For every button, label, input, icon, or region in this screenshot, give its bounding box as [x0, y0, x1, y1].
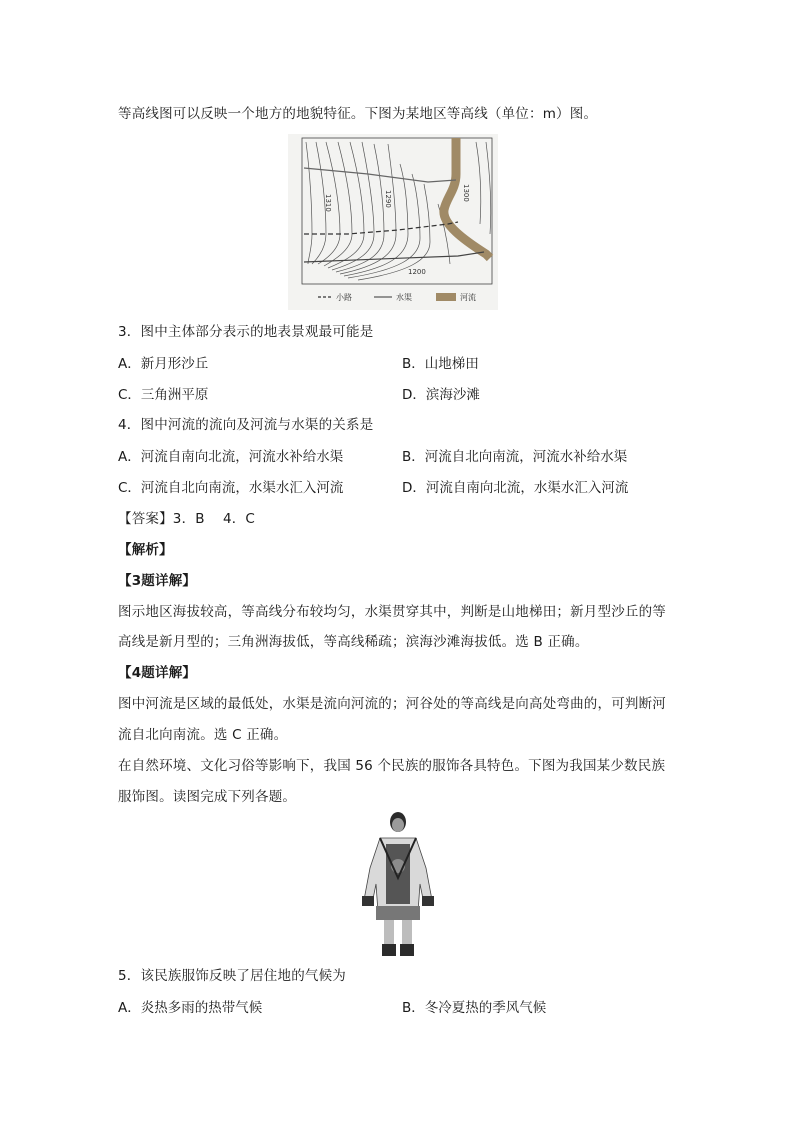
figure-right-boot: [400, 944, 414, 956]
answer-line: 【答案】3．B 4．C: [118, 511, 256, 527]
ethnic-costume-image: [356, 808, 440, 960]
q4-option-d: D．河流自南向北流，水渠水汇入河流: [402, 480, 629, 496]
legend-river-label: 河流: [460, 293, 476, 302]
contour-label-1290: 1290: [384, 190, 392, 208]
contour-label-1300: 1300: [462, 184, 470, 202]
intro-text: 等高线图可以反映一个地方的地貌特征。下图为某地区等高线（单位：m）图。: [118, 106, 598, 122]
q3-option-a: A．新月形沙丘: [118, 356, 209, 372]
q4-option-b: B．河流自北向南流，河流水补给水渠: [402, 449, 628, 465]
contour-label-1200: 1200: [408, 268, 426, 276]
figure-left-leg: [384, 920, 394, 948]
contour-label-1310: 1310: [324, 194, 332, 212]
analysis-label: 【解析】: [118, 542, 173, 558]
q5-stem: 5．该民族服饰反映了居住地的气候为: [118, 968, 346, 984]
figure-hem: [376, 906, 420, 920]
q4-detail-line-2: 流自北向南流。选 C 正确。: [118, 727, 288, 743]
q4-stem: 4．图中河流的流向及河流与水渠的关系是: [118, 417, 374, 433]
q3-option-d: D．滨海沙滩: [402, 387, 480, 403]
figure-right-leg: [402, 920, 412, 948]
figure-face: [392, 818, 404, 832]
figure-embroidery: [386, 844, 410, 904]
contour-map: [288, 134, 498, 310]
section-intro-line-1: 在自然环境、文化习俗等影响下，我国 56 个民族的服饰各具特色。下图为我国某少数民族: [118, 758, 666, 774]
section-intro-line-2: 服饰图。读图完成下列各题。: [118, 789, 297, 805]
q3-option-b: B．山地梯田: [402, 356, 479, 372]
q5-option-a: A．炎热多雨的热带气候: [118, 1000, 263, 1016]
figure-left-boot: [382, 944, 396, 956]
q3-stem: 3．图中主体部分表示的地表景观最可能是: [118, 324, 374, 340]
legend-canal-label: 水渠: [396, 293, 412, 302]
legend-river-symbol: [436, 293, 456, 301]
legend-road-label: 小路: [336, 293, 352, 302]
figure-left-cuff: [362, 896, 374, 906]
map-legend: [318, 292, 476, 302]
q4-detail-line-1: 图中河流是区域的最低处，水渠是流向河流的；河谷处的等高线是向高处弯曲的，可判断河: [118, 696, 666, 712]
q3-detail-line-2: 高线是新月型的；三角洲海拔低，等高线稀疏；滨海沙滩海拔低。选 B 正确。: [118, 634, 589, 650]
q4-option-a: A．河流自南向北流，河流水补给水渠: [118, 449, 344, 465]
q4-option-c: C．河流自北向南流，水渠水汇入河流: [118, 480, 344, 496]
q3-option-c: C．三角洲平原: [118, 387, 209, 403]
q4-detail-label: 【4题详解】: [118, 665, 197, 681]
figure-right-cuff: [422, 896, 434, 906]
q3-detail-line-1: 图示地区海拔较高，等高线分布较均匀，水渠贯穿其中，判断是山地梯田；新月型沙丘的等: [118, 604, 666, 620]
q3-detail-label: 【3题详解】: [118, 573, 197, 589]
q5-option-b: B．冬冷夏热的季风气候: [402, 1000, 547, 1016]
